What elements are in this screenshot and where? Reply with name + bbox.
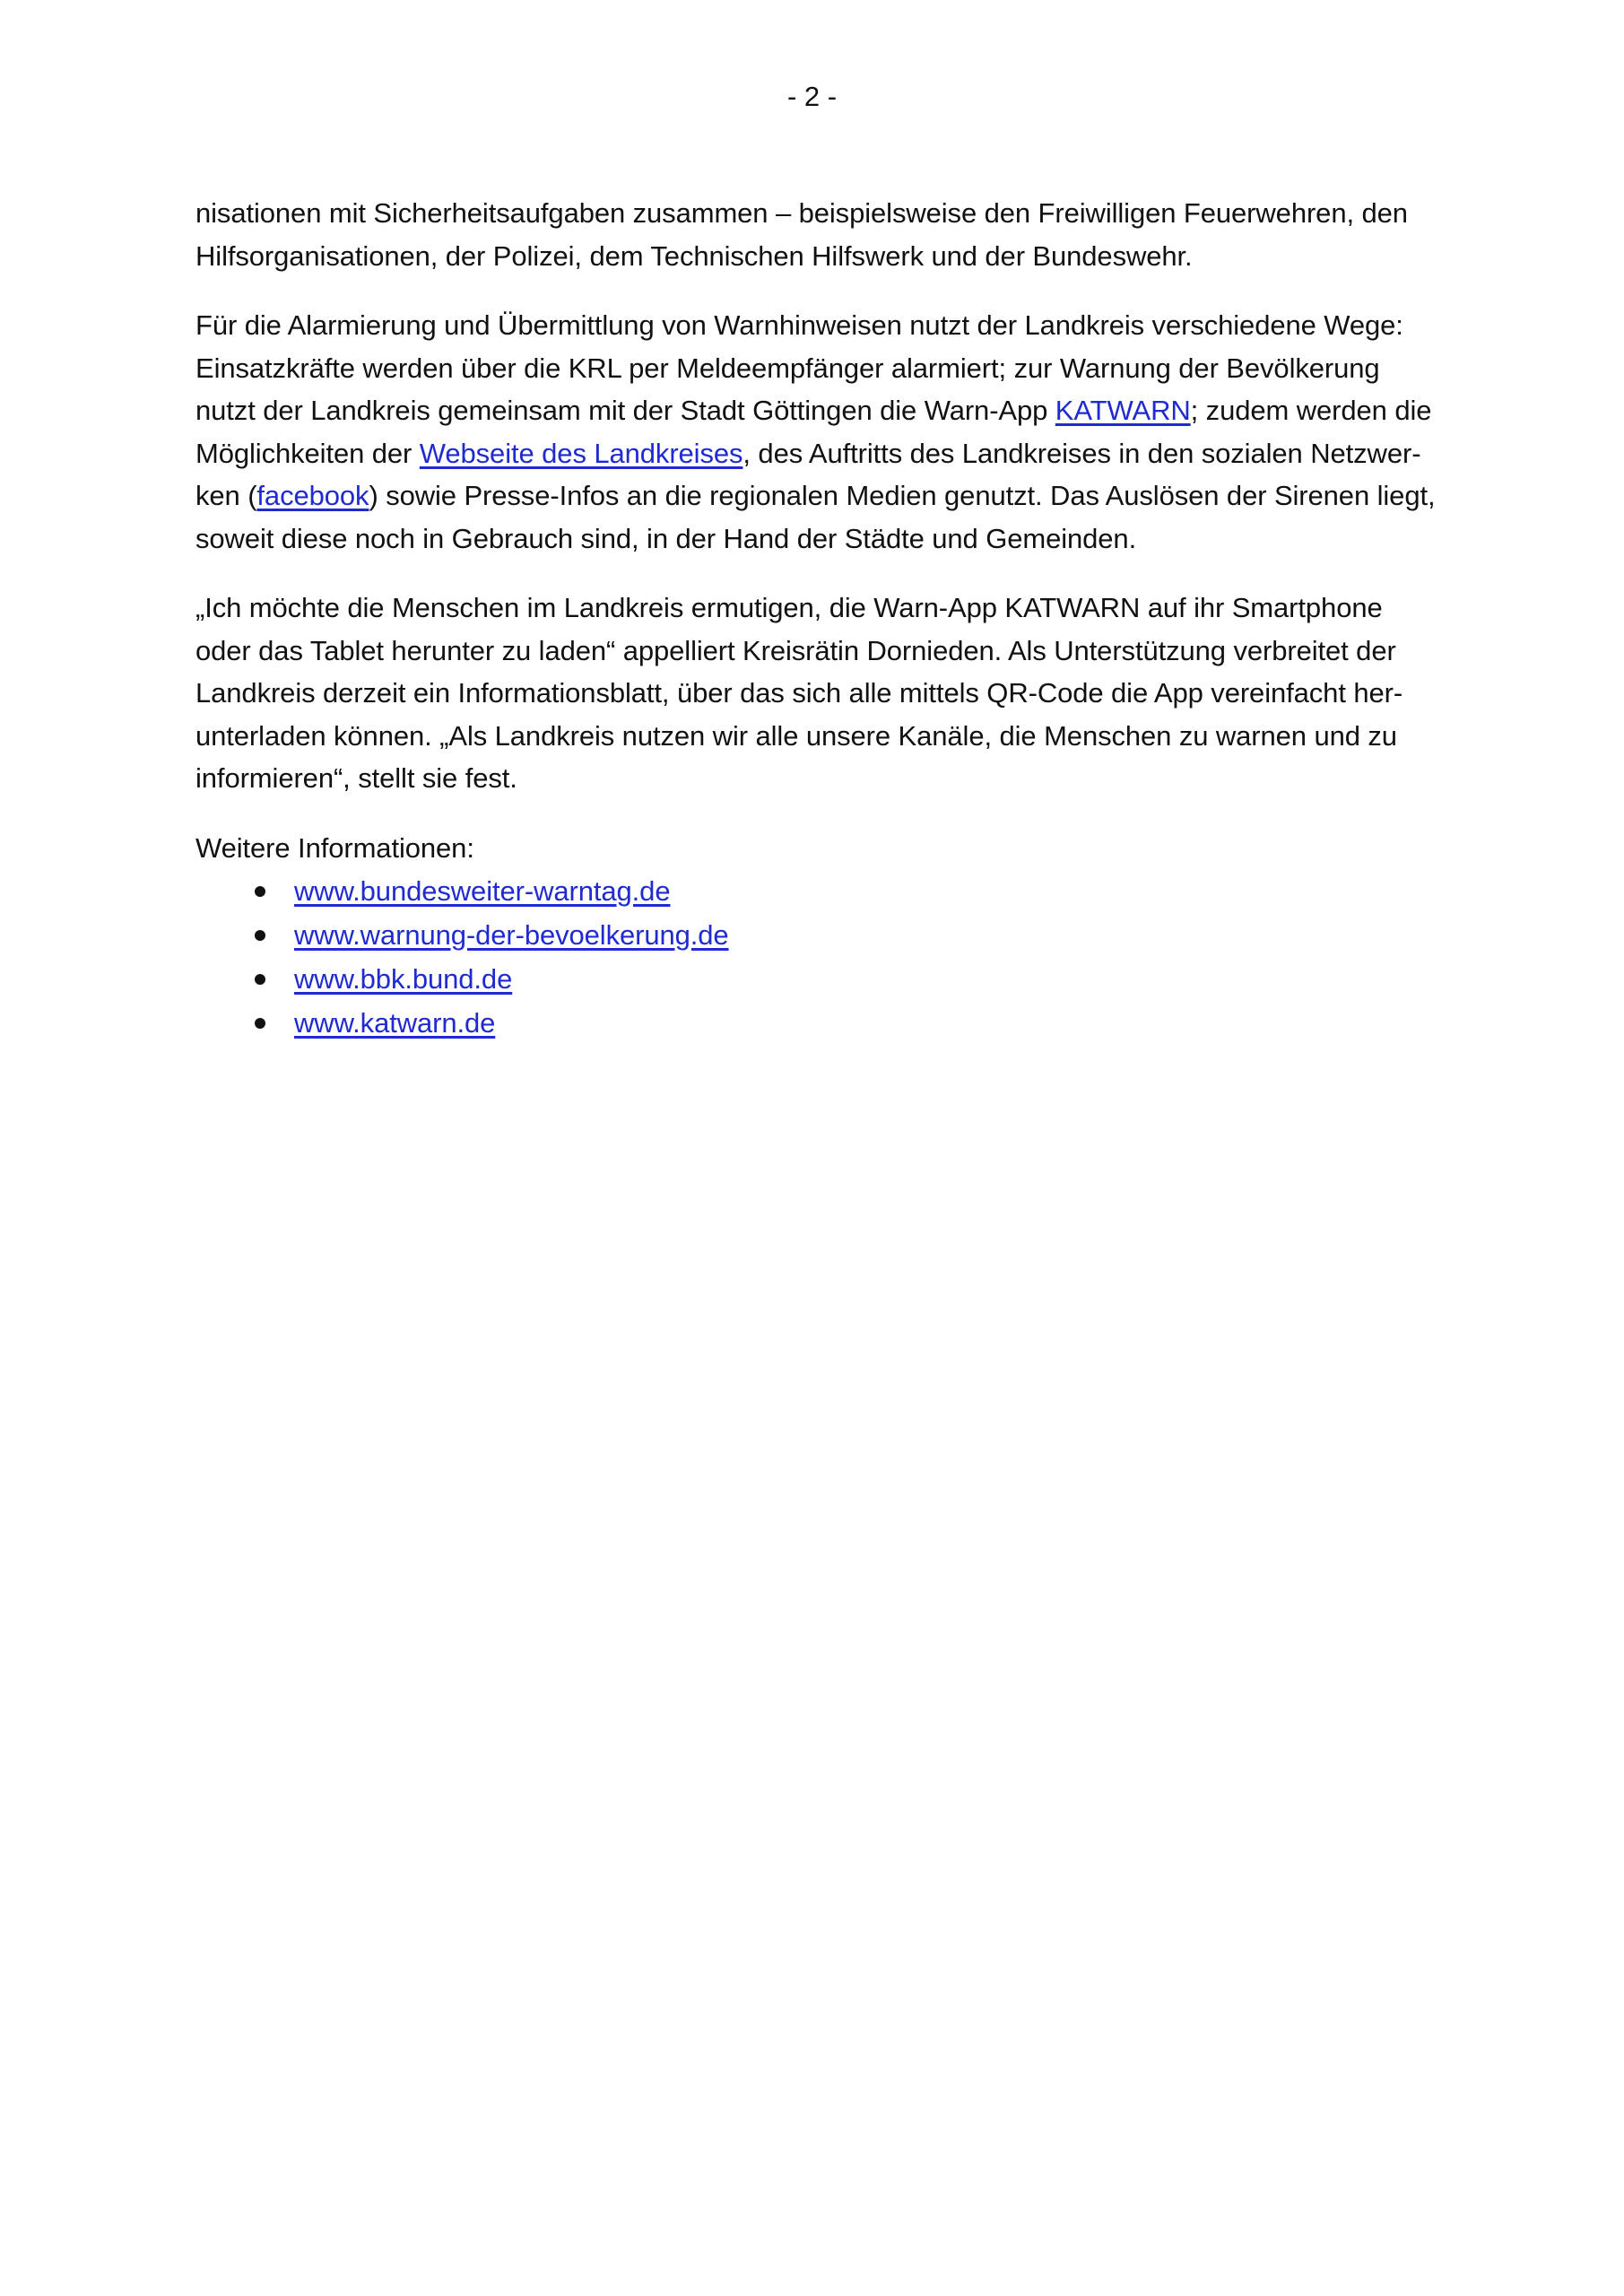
paragraph-line: Hilfsorganisationen, der Polizei, dem Technischen Hilfswerk und der Bundeswehr. — [195, 239, 1193, 272]
link-warnung-der-bevoelkerung[interactable]: www.warnung-der-bevoelkerung.de — [294, 919, 729, 951]
bullet-icon — [255, 886, 265, 897]
text-segment: ) sowie Presse-Infos an die regionalen Medien genutzt. Das Auslösen der Sirenen liegt, — [369, 480, 1436, 511]
paragraph-quote — [195, 587, 1451, 800]
page-number: - 2 - — [786, 81, 838, 112]
further-info-section — [195, 827, 1451, 1046]
text-segment: ken ( — [195, 480, 257, 511]
katwarn-link[interactable]: KATWARN — [1055, 395, 1191, 426]
text-segment: Möglichkeiten der — [195, 437, 420, 469]
landkreis-website-link[interactable]: Webseite des Landkreises — [419, 437, 743, 469]
paragraph-line — [195, 474, 1451, 517]
list-item — [195, 957, 1451, 1001]
list-item — [195, 913, 1451, 957]
further-info-heading: Weitere Informationen: — [195, 831, 474, 864]
paragraph-line: unterladen können. „Als Landkreis nutzen wir alle unsere Kanäle, die Menschen zu warnen und zu — [195, 719, 1397, 752]
link-bbk-bund[interactable]: www.bbk.bund.de — [294, 963, 513, 995]
paragraph-line: nisationen mit Sicherheitsaufgaben zusammen – beispielsweise den Freiwilligen Feuerwehren, den — [195, 197, 1408, 229]
link-katwarn[interactable]: www.katwarn.de — [294, 1007, 496, 1039]
bullet-icon — [255, 974, 265, 985]
link-bundesweiter-warntag[interactable]: www.bundesweiter-warntag.de — [294, 875, 671, 907]
list-item — [195, 869, 1451, 913]
paragraph-alerting — [195, 304, 1451, 560]
paragraph-line: Für die Alarmierung und Übermittlung von Warnhinweisen nutzt der Landkreis verschiedene Wege: — [195, 309, 1403, 341]
paragraph-line — [195, 432, 1451, 475]
paragraph-line: oder das Tablet herunter zu laden“ appelliert Kreisrätin Dornieden. Als Unterstützung verbreitet der — [195, 634, 1396, 666]
list-item — [195, 1001, 1451, 1045]
paragraph-line: informieren“, stellt sie fest. — [195, 762, 517, 794]
paragraph-line: Einsatzkräfte werden über die KRL per Meldeempfänger alarmiert; zur Warnung der Bevölkerung — [195, 352, 1380, 384]
bullet-icon — [255, 1018, 265, 1029]
bullet-icon — [255, 930, 265, 941]
paragraph-line — [195, 389, 1451, 432]
paragraph-line: Landkreis derzeit ein Informationsblatt, über das sich alle mittels QR-Code die App vereinfacht her- — [195, 677, 1403, 709]
text-segment: nutzt der Landkreis gemeinsam mit der Stadt Göttingen die Warn-App — [195, 395, 1055, 426]
facebook-link[interactable]: facebook — [256, 480, 369, 511]
further-info-list — [195, 869, 1451, 1045]
document-body — [195, 192, 1451, 1045]
text-segment: , des Auftritts des Landkreises in den sozialen Netzwer- — [743, 437, 1421, 469]
text-segment: ; zudem werden die — [1190, 395, 1432, 426]
paragraph-line: „Ich möchte die Menschen im Landkreis ermutigen, die Warn-App KATWARN auf ihr Smartphone — [195, 592, 1383, 623]
paragraph-organisations — [195, 192, 1451, 277]
paragraph-line: soweit diese noch in Gebrauch sind, in der Hand der Städte und Gemeinden. — [195, 522, 1137, 554]
